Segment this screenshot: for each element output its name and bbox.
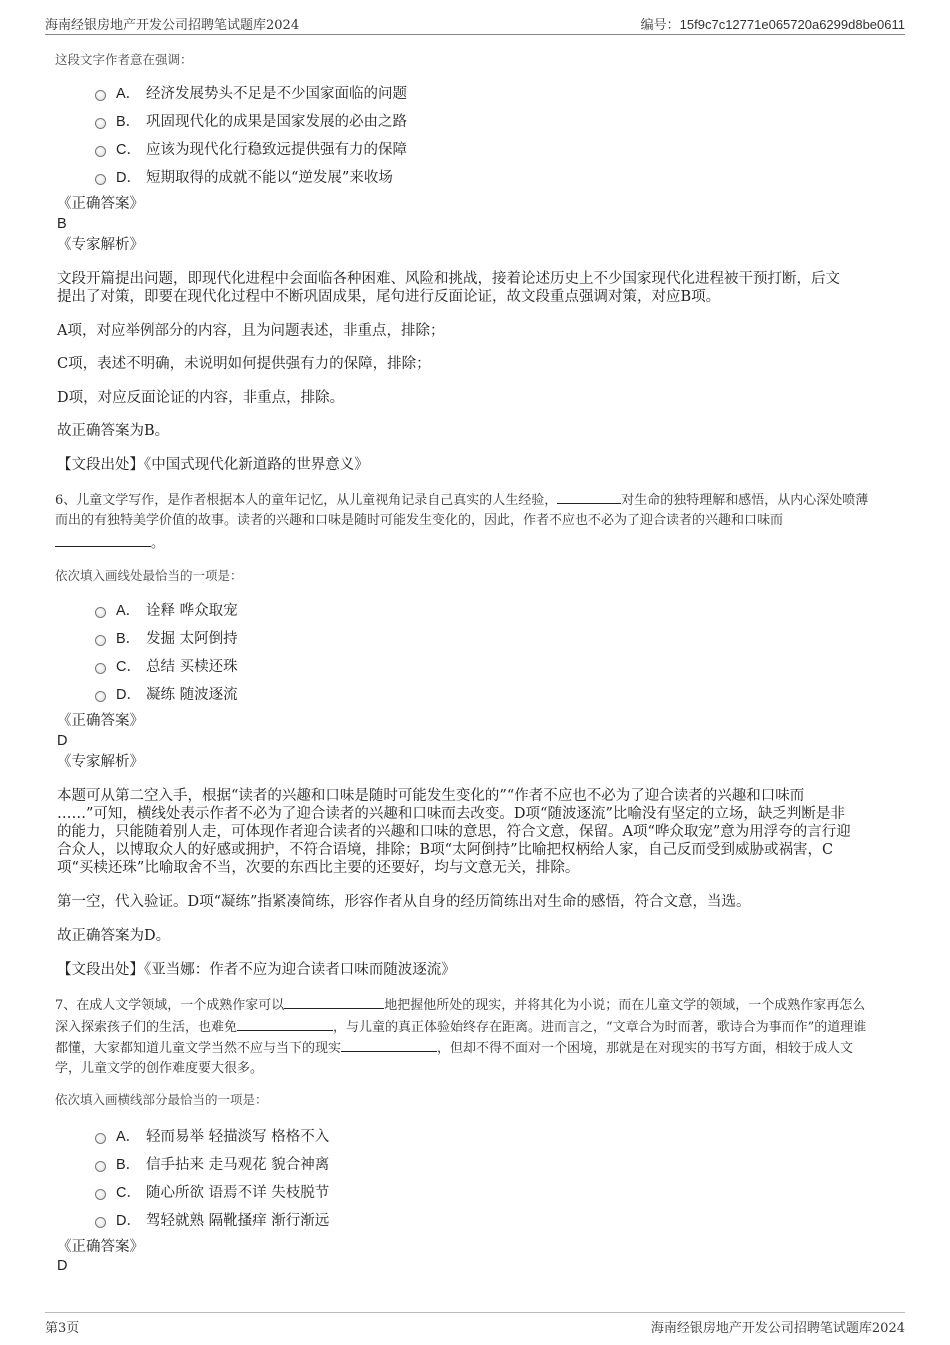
q6-analysis-line: 的能力，只能随着别人走，可体现作者迎合读者的兴趣和口味的意思，符合文意，保留。A项“哗众取宠”意为用浮夸的言行迎 [57, 824, 851, 840]
radio-icon[interactable] [95, 635, 106, 646]
q6-stem-line: 。 [55, 532, 164, 554]
q6-analysis-label: 《专家解析》 [57, 754, 144, 770]
q6-analysis-line: 本题可从第二空入手，根据“读者的兴趣和口味是随时可能发生变化的”“作者不应也不必为了迎合读者的兴趣和口味而 [57, 788, 805, 804]
q5-analysis-line: 文段开篇提出问题，即现代化进程中会面临各种困难、风险和挑战，接着论述历史上不少国家现代化进程被干预打断，后文 [57, 271, 840, 287]
q5-option-c[interactable]: C． 应该为现代化行稳致远提供强有力的保障 [95, 137, 407, 159]
q5-answer: B [57, 216, 67, 232]
q5-analysis-line: C项，表述不明确，未说明如何提供强有力的保障，排除； [57, 356, 431, 372]
q6-option-c[interactable]: C． 总结 买椟还珠 [95, 654, 238, 676]
radio-icon[interactable] [95, 1217, 106, 1228]
q7-stem-line: 7、在成人文学领域，一个成熟作家可以 地把握他所处的现实，并将其化为小说；而在儿童文学的领域，一个成熟作家再怎么 [55, 994, 865, 1016]
q7-stem-line: 深入探索孩子们的生活，也难免 ，与儿童的真正体验始终存在距离。进而言之，“文章合为时而著，歌诗合为事而作”的道理谁 [55, 1016, 866, 1038]
answer-blank [557, 489, 621, 504]
q5-prompt: 这段文字作者意在强调： [55, 52, 193, 67]
radio-icon[interactable] [95, 1133, 106, 1144]
q7-option-d[interactable]: D． 驾轻就熟 隔靴搔痒 渐行渐远 [95, 1208, 329, 1230]
q6-analysis-line: 项“买椟还珠”比喻取舍不当，次要的东西比主要的还要好，均与文意无关，排除。 [57, 860, 580, 876]
header-doc-id: 编号：15f9c7c12771e065720a6299d8be0611 [640, 17, 905, 32]
q6-analysis-line: ……”可知，横线处表示作者不必为了迎合读者的兴趣和口味而去改变。D项“随波逐流”比喻没有坚定的立场，缺乏判断是非 [57, 806, 845, 822]
q7-option-a[interactable]: A． 轻而易举 轻描淡写 格格不入 [95, 1124, 329, 1146]
radio-icon[interactable] [95, 118, 106, 129]
q7-stem-line: 都懂，大家都知道儿童文学当然不应与当下的现实 ，但却不得不面对一个困境，那就是在对现实的书写方面，相较于成人文 [55, 1037, 853, 1059]
radio-icon[interactable] [95, 607, 106, 618]
q5-analysis-line: 提出了对策，即要在现代化过程中不断巩固成果，尾句进行反面论证，故文段重点强调对策，对应B项。 [57, 289, 721, 305]
q6-answer-label: 《正确答案》 [57, 713, 144, 729]
radio-icon[interactable] [95, 691, 106, 702]
q6-answer: D [57, 733, 68, 749]
page-footer [45, 1312, 905, 1337]
q5-option-d[interactable]: D． 短期取得的成就不能以“逆发展”来收场 [95, 165, 393, 187]
radio-icon[interactable] [95, 146, 106, 157]
q6-option-a[interactable]: A． 诠释 哗众取宠 [95, 598, 238, 620]
q6-analysis-line: 故正确答案为D。 [57, 928, 171, 944]
q5-option-a[interactable]: A． 经济发展势头不足是不少国家面临的问题 [95, 81, 407, 103]
radio-icon[interactable] [95, 174, 106, 185]
page-number: 第3页 [45, 1321, 80, 1336]
radio-icon[interactable] [95, 663, 106, 674]
q6-prompt: 依次填入画线处最恰当的一项是： [55, 568, 243, 583]
answer-blank [284, 994, 384, 1009]
q5-analysis-line: A项，对应举例部分的内容，且为问题表述，非重点，排除； [57, 323, 445, 339]
q7-option-c[interactable]: C． 随心所欲 语焉不详 失枝脱节 [95, 1180, 329, 1202]
answer-blank [341, 1037, 437, 1052]
q5-analysis-line: D项，对应反面论证的内容，非重点，排除。 [57, 390, 345, 406]
q6-option-d[interactable]: D． 凝练 随波逐流 [95, 682, 238, 704]
q5-option-b[interactable]: B． 巩固现代化的成果是国家发展的必由之路 [95, 109, 407, 131]
q6-source: 【文段出处】《亚当娜：作者不应为迎合读者口味而随波逐流》 [57, 962, 456, 978]
q7-prompt: 依次填入画横线部分最恰当的一项是： [55, 1092, 268, 1107]
q7-answer: D [57, 1258, 68, 1274]
q6-option-b[interactable]: B． 发掘 太阿倒持 [95, 626, 238, 648]
q7-option-b[interactable]: B． 信手拈来 走马观花 貌合神离 [95, 1152, 329, 1174]
q6-stem-line: 而出的有独特美学价值的故事。读者的兴趣和口味是随时可能发生变化的，因此，作者不应也不必为了迎合读者的兴趣和口味而 [55, 513, 784, 528]
header-title: 海南经银房地产开发公司招聘笔试题库2024 [45, 18, 300, 33]
answer-blank [55, 532, 151, 547]
q7-stem-line: 学，儿童文学的创作难度要大很多。 [55, 1061, 264, 1076]
radio-icon[interactable] [95, 1161, 106, 1172]
page-header [45, 12, 905, 35]
answer-blank [237, 1016, 333, 1031]
q7-answer-label: 《正确答案》 [57, 1239, 144, 1255]
radio-icon[interactable] [95, 1189, 106, 1200]
q5-source: 【文段出处】《中国式现代化新道路的世界意义》 [57, 457, 369, 473]
q6-stem-line: 6、儿童文学写作，是作者根据本人的童年记忆，从儿童视角记录自己真实的人生经验， 对生命的独特理解和感悟，从内心深处喷薄 [55, 489, 900, 511]
q5-answer-label: 《正确答案》 [57, 196, 144, 212]
q5-analysis-label: 《专家解析》 [57, 237, 144, 253]
radio-icon[interactable] [95, 90, 106, 101]
q6-analysis-line: 第一空，代入验证。D项“凝练”指紧凑简练，形容作者从自身的经历简练出对生命的感悟，符合文意，当选。 [57, 894, 751, 910]
q6-analysis-line: 合众人，以博取众人的好感或拥护，不符合语境，排除；B项“太阿倒持”比喻把权柄给人家，自己反而受到威胁或祸害，C [57, 842, 834, 858]
footer-title: 海南经银房地产开发公司招聘笔试题库2024 [650, 1321, 905, 1336]
q5-analysis-line: 故正确答案为B。 [57, 423, 170, 439]
